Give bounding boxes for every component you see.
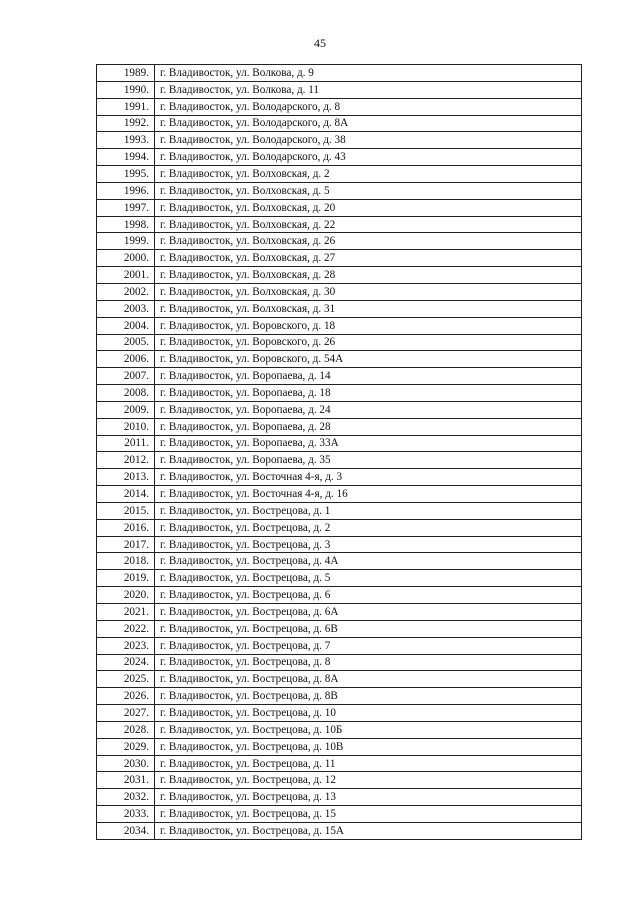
row-number: 2007.: [97, 368, 155, 385]
row-address: г. Владивосток, ул. Вострецова, д. 15: [155, 806, 582, 823]
table-row: [97, 283, 582, 300]
table-row: [97, 671, 582, 688]
row-number: 1999.: [97, 233, 155, 250]
row-number: 2008.: [97, 385, 155, 402]
row-number: 2020.: [97, 587, 155, 604]
table-row: [97, 81, 582, 98]
row-number: 2026.: [97, 688, 155, 705]
row-number: 2027.: [97, 705, 155, 722]
row-address: г. Владивосток, ул. Воропаева, д. 28: [155, 418, 582, 435]
row-address: г. Владивосток, ул. Володарского, д. 43: [155, 149, 582, 166]
row-number: 1994.: [97, 149, 155, 166]
row-address: г. Владивосток, ул. Воровского, д. 18: [155, 317, 582, 334]
table-row: [97, 267, 582, 284]
table-row: [97, 132, 582, 149]
row-address: г. Владивосток, ул. Вострецова, д. 3: [155, 536, 582, 553]
row-address: г. Владивосток, ул. Вострецова, д. 12: [155, 772, 582, 789]
row-address: г. Владивосток, ул. Вострецова, д. 13: [155, 789, 582, 806]
table-row: [97, 149, 582, 166]
row-address: г. Владивосток, ул. Вострецова, д. 5: [155, 570, 582, 587]
table-row: [97, 199, 582, 216]
table-row: [97, 604, 582, 621]
table-row: [97, 401, 582, 418]
table-row: [97, 822, 582, 839]
table-row: [97, 300, 582, 317]
row-address: г. Владивосток, ул. Володарского, д. 38: [155, 132, 582, 149]
row-address: г. Владивосток, ул. Воровского, д. 54А: [155, 351, 582, 368]
row-address: г. Владивосток, ул. Воропаева, д. 35: [155, 452, 582, 469]
table-row: [97, 772, 582, 789]
row-address: г. Владивосток, ул. Вострецова, д. 8А: [155, 671, 582, 688]
row-number: 2018.: [97, 553, 155, 570]
row-address: г. Владивосток, ул. Воропаева, д. 33А: [155, 435, 582, 452]
row-address: г. Владивосток, ул. Воропаева, д. 14: [155, 368, 582, 385]
row-address: г. Владивосток, ул. Вострецова, д. 15А: [155, 822, 582, 839]
row-number: 2015.: [97, 502, 155, 519]
table-row: [97, 115, 582, 132]
row-number: 2004.: [97, 317, 155, 334]
row-address: г. Владивосток, ул. Воропаева, д. 18: [155, 385, 582, 402]
table-row: [97, 806, 582, 823]
address-table: [96, 64, 582, 840]
row-number: 2028.: [97, 721, 155, 738]
row-address: г. Владивосток, ул. Восточная 4-я, д. 16: [155, 486, 582, 503]
row-address: г. Владивосток, ул. Воропаева, д. 24: [155, 401, 582, 418]
row-address: г. Владивосток, ул. Вострецова, д. 8: [155, 654, 582, 671]
row-address: г. Владивосток, ул. Волховская, д. 31: [155, 300, 582, 317]
table-row: [97, 334, 582, 351]
row-address: г. Владивосток, ул. Вострецова, д. 10Б: [155, 721, 582, 738]
row-address: г. Владивосток, ул. Волховская, д. 2: [155, 166, 582, 183]
table-row: [97, 317, 582, 334]
table-row: [97, 570, 582, 587]
row-number: 2002.: [97, 283, 155, 300]
table-row: [97, 435, 582, 452]
row-address: г. Владивосток, ул. Волховская, д. 20: [155, 199, 582, 216]
table-row: [97, 738, 582, 755]
table-row: [97, 553, 582, 570]
row-number: 2022.: [97, 620, 155, 637]
row-number: 2003.: [97, 300, 155, 317]
row-address: г. Владивосток, ул. Воровского, д. 26: [155, 334, 582, 351]
row-address: г. Владивосток, ул. Володарского, д. 8А: [155, 115, 582, 132]
row-address: г. Владивосток, ул. Вострецова, д. 1: [155, 502, 582, 519]
table-row: [97, 250, 582, 267]
row-address: г. Владивосток, ул. Вострецова, д. 6: [155, 587, 582, 604]
row-number: 2016.: [97, 519, 155, 536]
address-table-body: [97, 65, 582, 840]
row-number: 1998.: [97, 216, 155, 233]
row-number: 1992.: [97, 115, 155, 132]
row-address: г. Владивосток, ул. Волховская, д. 5: [155, 182, 582, 199]
table-row: [97, 166, 582, 183]
row-address: г. Владивосток, ул. Волкова, д. 9: [155, 65, 582, 82]
row-number: 2032.: [97, 789, 155, 806]
table-row: [97, 620, 582, 637]
row-number: 1993.: [97, 132, 155, 149]
row-address: г. Владивосток, ул. Волховская, д. 27: [155, 250, 582, 267]
table-row: [97, 182, 582, 199]
table-row: [97, 637, 582, 654]
row-address: г. Владивосток, ул. Вострецова, д. 11: [155, 755, 582, 772]
table-row: [97, 233, 582, 250]
row-number: 2030.: [97, 755, 155, 772]
row-number: 2009.: [97, 401, 155, 418]
row-number: 2012.: [97, 452, 155, 469]
row-address: г. Владивосток, ул. Вострецова, д. 6А: [155, 604, 582, 621]
row-number: 1989.: [97, 65, 155, 82]
row-address: г. Владивосток, ул. Вострецова, д. 4А: [155, 553, 582, 570]
row-number: 2000.: [97, 250, 155, 267]
row-number: 1997.: [97, 199, 155, 216]
row-number: 2011.: [97, 435, 155, 452]
table-row: [97, 688, 582, 705]
row-address: г. Владивосток, ул. Волховская, д. 26: [155, 233, 582, 250]
row-number: 1990.: [97, 81, 155, 98]
row-address: г. Владивосток, ул. Вострецова, д. 6В: [155, 620, 582, 637]
row-number: 1996.: [97, 182, 155, 199]
row-address: г. Владивосток, ул. Вострецова, д. 8В: [155, 688, 582, 705]
row-number: 2025.: [97, 671, 155, 688]
row-number: 2010.: [97, 418, 155, 435]
row-number: 2021.: [97, 604, 155, 621]
row-address: г. Владивосток, ул. Вострецова, д. 10: [155, 705, 582, 722]
table-row: [97, 502, 582, 519]
table-row: [97, 721, 582, 738]
row-number: 2019.: [97, 570, 155, 587]
table-row: [97, 351, 582, 368]
table-row: [97, 587, 582, 604]
row-address: г. Владивосток, ул. Вострецова, д. 7: [155, 637, 582, 654]
table-row: [97, 789, 582, 806]
row-number: 2023.: [97, 637, 155, 654]
table-row: [97, 705, 582, 722]
row-number: 1991.: [97, 98, 155, 115]
row-number: 2034.: [97, 822, 155, 839]
page-number: 45: [314, 36, 326, 50]
row-address: г. Владивосток, ул. Волховская, д. 30: [155, 283, 582, 300]
table-row: [97, 368, 582, 385]
row-address: г. Владивосток, ул. Волховская, д. 22: [155, 216, 582, 233]
row-address: г. Владивосток, ул. Волховская, д. 28: [155, 267, 582, 284]
row-address: г. Владивосток, ул. Вострецова, д. 2: [155, 519, 582, 536]
row-number: 2017.: [97, 536, 155, 553]
row-address: г. Владивосток, ул. Вострецова, д. 10В: [155, 738, 582, 755]
row-number: 2005.: [97, 334, 155, 351]
table-row: [97, 755, 582, 772]
row-number: 2014.: [97, 486, 155, 503]
table-row: [97, 536, 582, 553]
row-address: г. Владивосток, ул. Волкова, д. 11: [155, 81, 582, 98]
row-number: 2029.: [97, 738, 155, 755]
table-row: [97, 385, 582, 402]
row-number: 2013.: [97, 469, 155, 486]
table-row: [97, 216, 582, 233]
table-row: [97, 654, 582, 671]
row-address: г. Владивосток, ул. Володарского, д. 8: [155, 98, 582, 115]
table-row: [97, 519, 582, 536]
row-number: 2006.: [97, 351, 155, 368]
table-row: [97, 65, 582, 82]
row-number: 2033.: [97, 806, 155, 823]
table-row: [97, 469, 582, 486]
table-row: [97, 452, 582, 469]
row-number: 2001.: [97, 267, 155, 284]
table-row: [97, 418, 582, 435]
row-number: 2024.: [97, 654, 155, 671]
row-address: г. Владивосток, ул. Восточная 4-я, д. 3: [155, 469, 582, 486]
row-number: 2031.: [97, 772, 155, 789]
row-number: 1995.: [97, 166, 155, 183]
table-row: [97, 98, 582, 115]
table-row: [97, 486, 582, 503]
